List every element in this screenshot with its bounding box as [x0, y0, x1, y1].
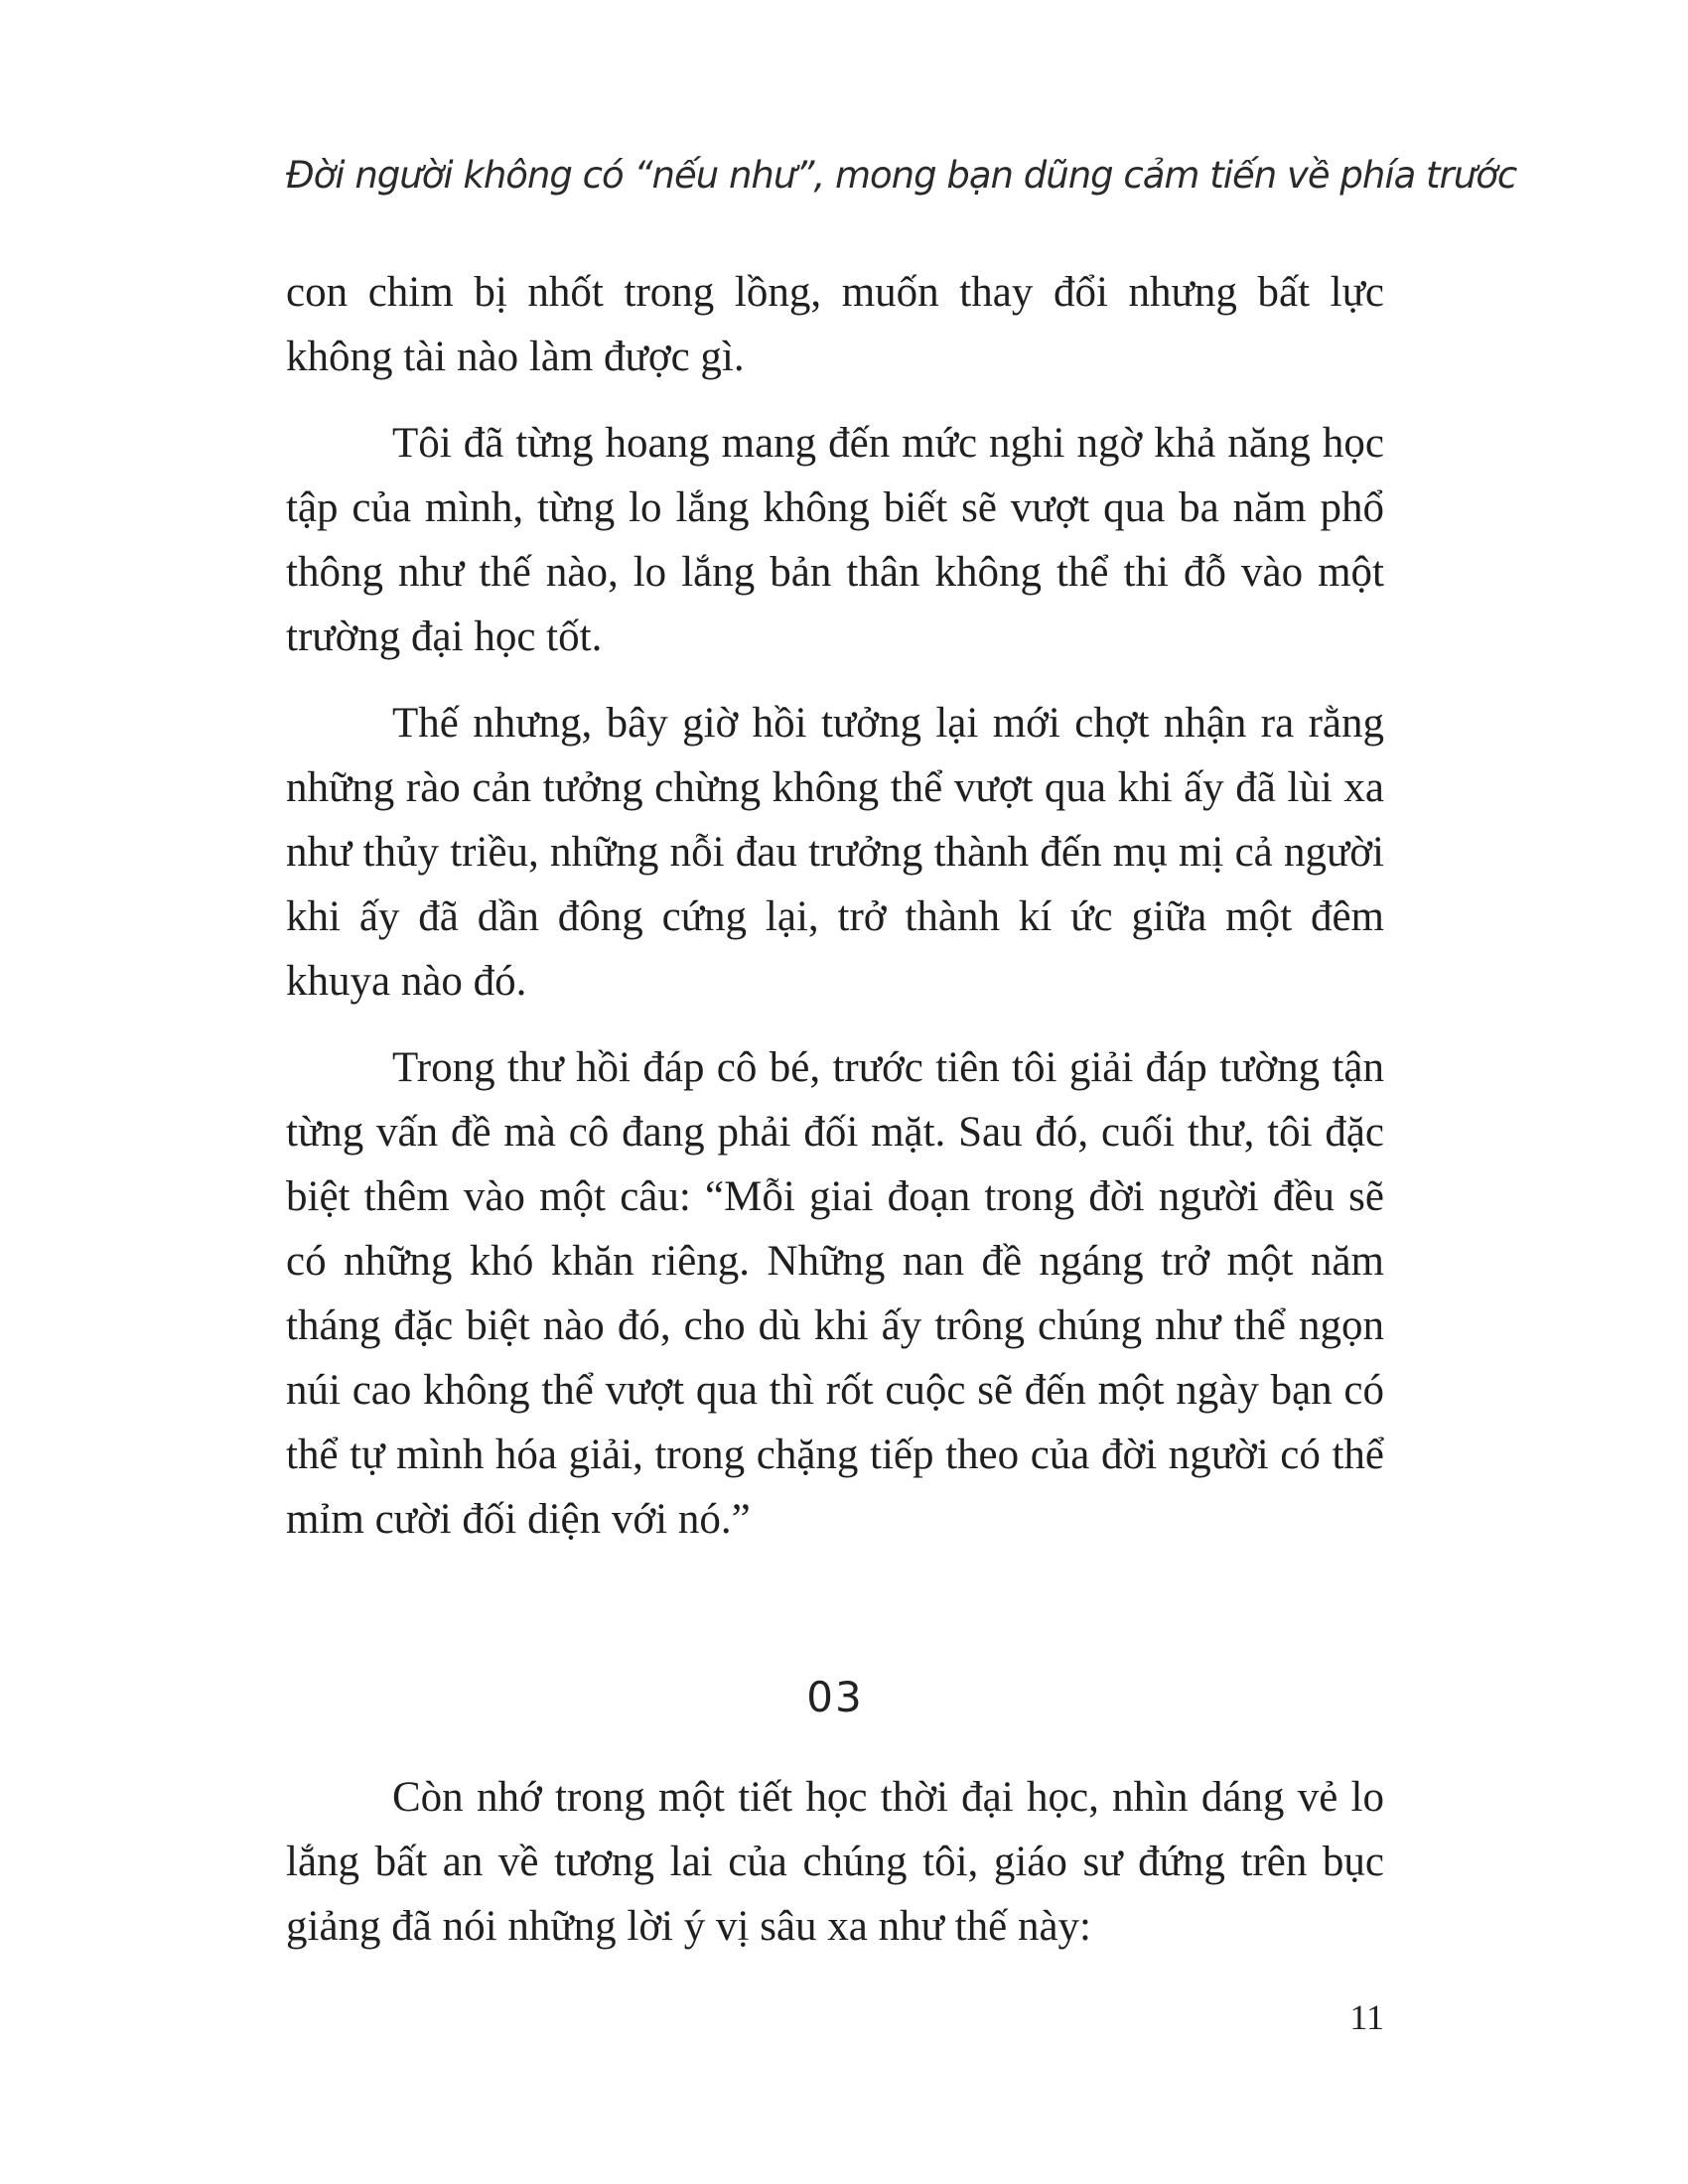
paragraph: Còn nhớ trong một tiết học thời đại học, nhìn dáng vẻ lo lắng bất an về tương lai của chúng tôi, giáo sư đứng trên bục giảng đã nói những lời ý vị sâu xa như thế này: — [286, 1774, 1384, 1950]
paragraph: Tôi đã từng hoang mang đến mức nghi ngờ khả năng học tập của mình, từng lo lắng không biết sẽ vượt qua ba năm phổ thông như thế nào, lo lắng bản thân không thể thi đỗ vào một trường đại học tốt. — [286, 420, 1384, 660]
paragraph-continued: con chim bị nhốt trong lồng, muốn thay đổi nhưng bất lực không tài nào làm được gì. — [286, 269, 1384, 380]
body-text-bottom — [286, 1765, 1384, 1959]
running-header: Đời người không có “nếu như”, mong bạn dũng cảm tiến về phía trước — [286, 154, 1517, 197]
paragraph: Trong thư hồi đáp cô bé, trước tiên tôi giải đáp tường tận từng vấn đề mà cô đang phải đối mặt. Sau đó, cuối thư, tôi đặc biệt thêm vào một câu: “Mỗi giai đoạn trong đời người đều sẽ có những khó khăn riêng. Những nan đề ngáng trở một năm tháng đặc biệt nào đó, cho dù khi ấy trông chúng như thể ngọn núi cao không thể vượt qua thì rốt cuộc sẽ đến một ngày bạn có thể tự mình hóa giải, trong chặng tiếp theo của đời người có thể mỉm cười đối diện với nó.” — [286, 1044, 1384, 1543]
paragraph: Thế nhưng, bây giờ hồi tưởng lại mới chợt nhận ra rằng những rào cản tưởng chừng không thể vượt qua khi ấy đã lùi xa như thủy triều, những nỗi đau trưởng thành đến mụ mị cả người khi ấy đã dần đông cứng lại, trở thành kí ức giữa một đêm khuya nào đó. — [286, 700, 1384, 1005]
page-number: 11 — [1349, 1997, 1384, 2037]
body-text-top — [286, 260, 1384, 1552]
section-number: 03 — [806, 1673, 864, 1721]
